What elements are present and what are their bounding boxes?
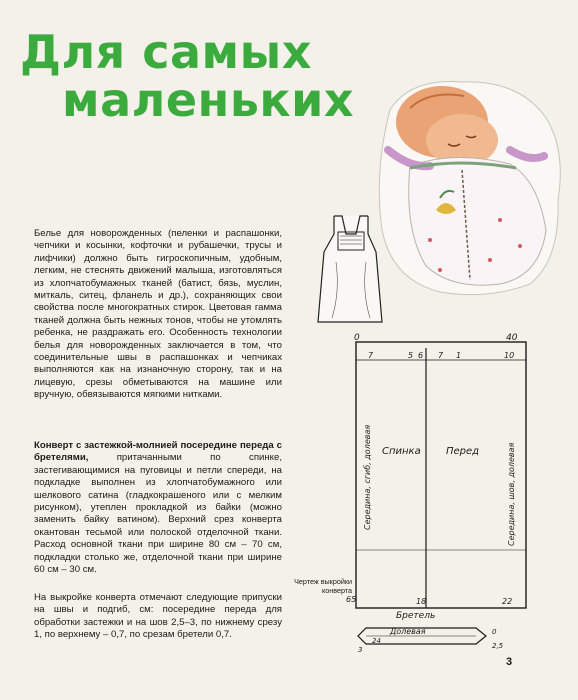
baby-in-envelope-illustration (370, 70, 576, 300)
label-right-side: Середина, шов, долевая (507, 442, 516, 546)
strap-num-0: 0 (492, 628, 497, 636)
num-18: 18 (416, 597, 427, 606)
label-front: Перед (446, 446, 480, 457)
num-7-right: 7 (438, 351, 444, 360)
num-1: 1 (456, 351, 462, 360)
intro-paragraph: Белье для новорожденных (пеленки и распашонки, чепчики и косынки, кофточки и рубашечки, трусы и лифчики) должно быть гигроскопичным, удобным, легким, не стеснять движений малыша, изготовляться из хлопчатобумажных тканей (батист, бязь, муслин, миткаль, ситец, фланель и др.), сохраняющих свои свойства после многократных стирок. Цветовая гамма тканей должна быть нежных тонов, чтобы не утомлять ребенка, не раздражать его. Особенность технологии белья для новорожденных заключается в том, что соединительные швы в распашонках и чепчиках выполняются как на изнаночную сторону, так и на лицевую, срезы обметываются на машине или вручную, обвязываются мягкими нитками. (34, 228, 282, 401)
title-line-1: Для самых (20, 25, 312, 79)
num-7-left: 7 (368, 351, 374, 360)
num-6: 6 (418, 351, 424, 360)
envelope-pattern-drawing (300, 330, 540, 662)
strap-num-3: 3 (358, 646, 363, 654)
pattern-caption: Чертеж выкройки конверта (294, 577, 352, 595)
num-10: 10 (504, 351, 515, 360)
num-5: 5 (408, 351, 414, 360)
label-strap: Бретель (396, 611, 436, 621)
strap-num-25: 2,5 (492, 642, 504, 650)
page-title (20, 25, 355, 127)
page-number: 3 (506, 656, 513, 668)
envelope-text: притачанными по спинке, застегивающимися на пуговицы и петли спереди, на подкладке выполнен из хлопчатобумажного или шелкового сатина (гладкокрашеного или с мелким рисунком), утеплен прокладкой из байки (можно заменить байку ватином). Верхний срез конверта окантован тесьмой или полоской отделочной ткани. Расход основной ткани при ширине 80 см – 70 см, подкладки столько же, отделочной ткани при ширине 60 см – 30 см. (34, 452, 282, 576)
num-22: 22 (502, 597, 513, 606)
num-0: 0 (354, 333, 360, 343)
strap-num-24: 24 (372, 637, 381, 645)
nightgown-sketch (316, 212, 386, 328)
allowances-paragraph: На выкройке конверта отмечают следующие припуски на швы и подгиб, см: посередине переда для обработки застежки и на шов 2,5–3, по нижнему срезу 1, по верхнему – 0,7, по срезам бретели 0,7. (34, 592, 282, 641)
pattern-outline (356, 342, 526, 608)
num-40: 40 (506, 333, 518, 343)
label-strap-grain: Долевая (390, 627, 426, 636)
title-line-2: маленьких (62, 73, 355, 127)
label-back: Спинка (382, 446, 421, 457)
num-65: 65 (346, 595, 357, 604)
label-left-side: Середина, сгиб, долевая (363, 424, 372, 530)
envelope-paragraph (34, 440, 282, 576)
envelope-heading: Конверт с застежкой-молнией посередине переда с бретелями, (34, 440, 282, 464)
